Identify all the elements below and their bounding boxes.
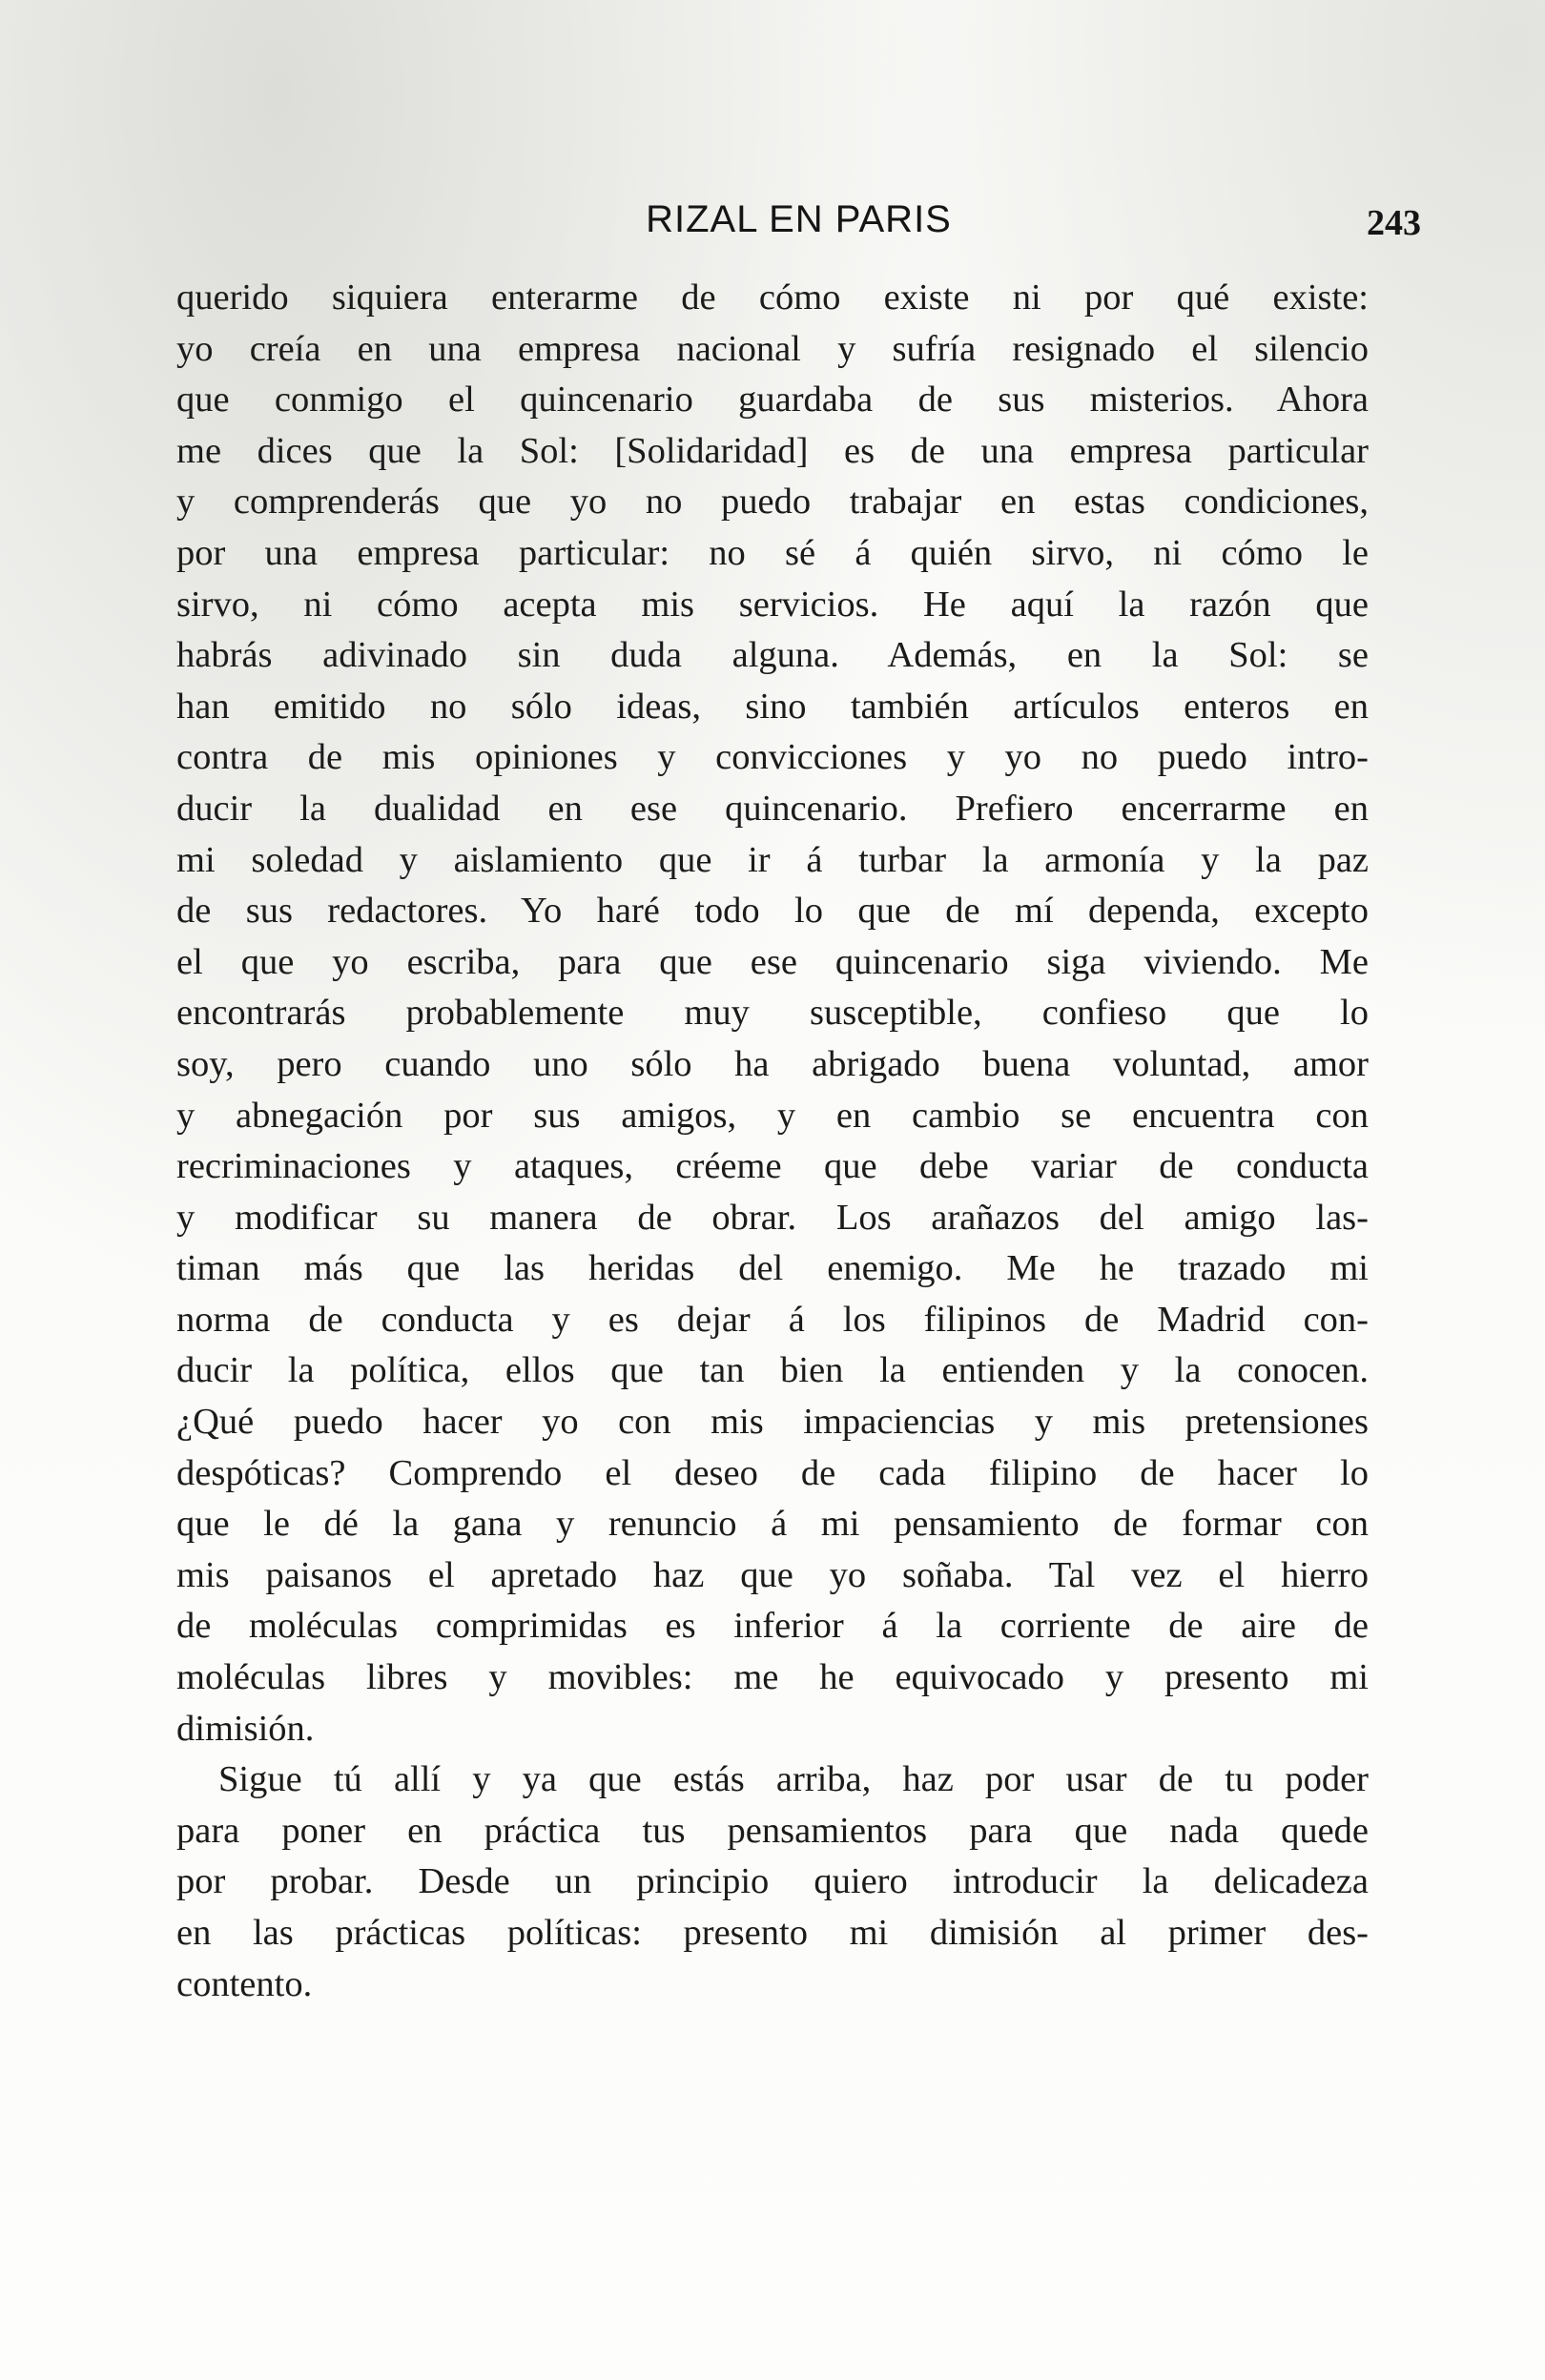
text-line: recriminaciones y ataques, créeme que debe variar de conducta [176,1146,1369,1187]
text-line: mi soledad y aislamiento que ir á turbar la armonía y la paz [176,839,1369,880]
paragraph-1 [176,273,1369,1754]
text-body [176,273,1369,2010]
text-line: y comprenderás que yo no puedo trabajar en estas condiciones, [176,482,1369,523]
text-line: y modificar su manera de obrar. Los arañazos del amigo las- [176,1197,1369,1238]
text-line: me dices que la Sol: [Solidaridad] es de una empresa particular [176,430,1369,471]
text-line: soy, pero cuando uno sólo ha abrigado buena voluntad, amor [176,1043,1369,1084]
text-line: despóticas? Comprendo el deseo de cada filipino de hacer lo [176,1452,1369,1493]
text-line: contra de mis opiniones y convicciones y yo no puedo intro- [176,737,1369,778]
text-line: habrás adivinado sin duda alguna. Además, en la Sol: se [176,635,1369,676]
text-line: norma de conducta y es dejar á los filipinos de Madrid con- [176,1299,1369,1340]
page-number: 243 [1367,203,1421,243]
text-line: de sus redactores. Yo haré todo lo que de mí dependa, excepto [176,891,1369,932]
text-line: moléculas libres y movibles: me he equivocado y presento mi [176,1657,1369,1698]
text-line: ¿Qué puedo hacer yo con mis impaciencias y mis pretensiones [176,1402,1369,1443]
text-line: que conmigo el quincenario guardaba de sus misterios. Ahora [176,380,1369,421]
text-line: Sigue tú allí y ya que estás arriba, haz por usar de tu poder [218,1759,1369,1800]
text-line: de moléculas comprimidas es inferior á la corriente de aire de [176,1606,1369,1647]
text-line: para poner en práctica tus pensamientos para que nada quede [176,1810,1369,1851]
text-line: dimisión. [176,1708,315,1749]
running-head [176,198,1421,256]
text-line: por una empresa particular: no sé á quién sirvo, ni cómo le [176,532,1369,573]
running-title: RIZAL EN PARIS [646,198,952,240]
text-line: que le dé la gana y renuncio á mi pensamiento de formar con [176,1504,1369,1545]
text-line: por probar. Desde un principio quiero introducir la delicadeza [176,1861,1369,1902]
text-line: timan más que las heridas del enemigo. Me he trazado mi [176,1248,1369,1289]
text-line: mis paisanos el apretado haz que yo soñaba. Tal vez el hierro [176,1554,1369,1595]
text-line: el que yo escriba, para que ese quincenario siga viviendo. Me [176,941,1369,982]
text-line: encontrarás probablemente muy susceptible, confieso que lo [176,993,1369,1034]
text-line: ducir la política, ellos que tan bien la entienden y la conocen. [176,1350,1369,1391]
text-line: querido siquiera enterarme de cómo existe ni por qué existe: [176,277,1369,318]
text-line: han emitido no sólo ideas, sino también artículos enteros en [176,686,1369,727]
text-line: contento. [176,1963,313,2004]
text-line: yo creía en una empresa nacional y sufría resignado el silencio [176,328,1369,369]
text-line: ducir la dualidad en ese quincenario. Prefiero encerrarme en [176,788,1369,829]
paragraph-2 [176,1754,1369,2010]
text-line: y abnegación por sus amigos, y en cambio se encuentra con [176,1095,1369,1136]
text-line: sirvo, ni cómo acepta mis servicios. He aquí la razón que [176,584,1369,625]
text-line: en las prácticas políticas: presento mi dimisión al primer des- [176,1913,1369,1953]
